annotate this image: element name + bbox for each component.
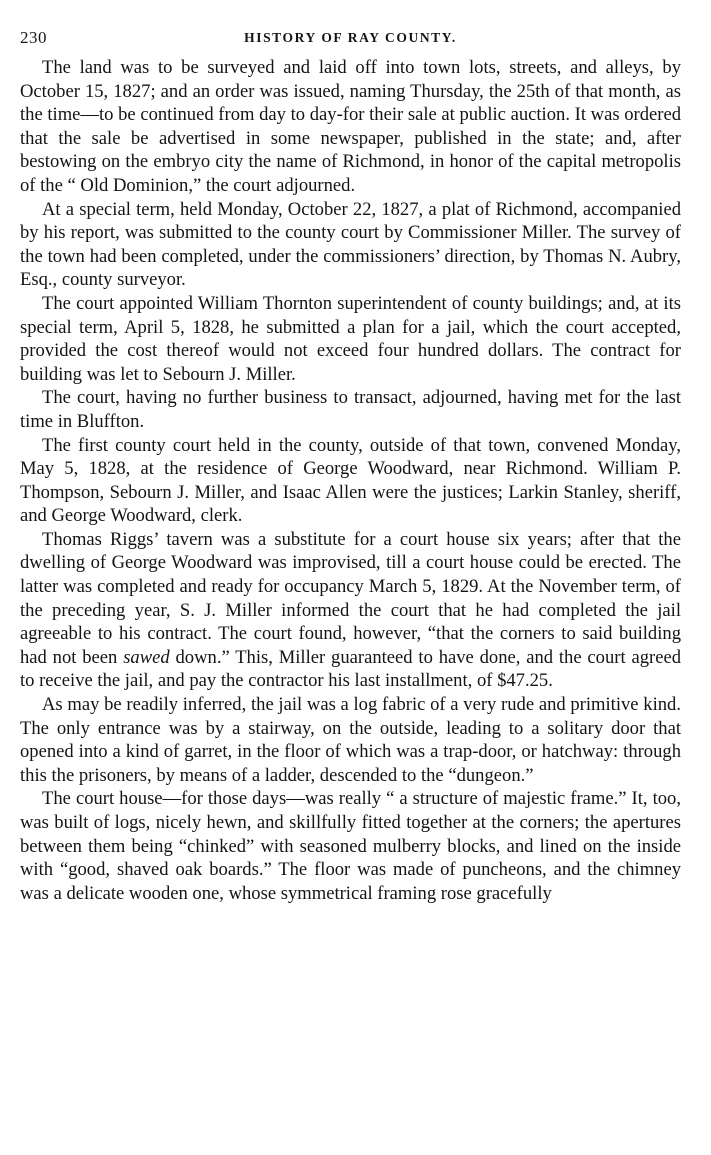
paragraph-court-house: The court house—for those days—was really “ a structure of majestic frame.” It, too, was built of logs, nicely hewn, and skillfully fitted together at the corners; the apertures between them being “chinked” with seasoned mulberry blocks, and lined on the inside with “good, shaved oak boards.” The floor was made of puncheons, and the chimney was a delicate wooden one, whose symmetrical framing rose gracefully [20, 788, 681, 904]
emphasized-word: sawed [123, 646, 170, 668]
paragraph-superintendent: The court appointed William Thornton superintendent of county buildings; and, at its special term, April 5, 1828, he submitted a plan for a jail, which the court accepted, provided the cost thereof would not exceed four hundred dollars. The contract for building was let to Sebourn J. Miller. [20, 292, 681, 385]
riggs-text-before: Thomas Riggs’ tavern was a substitute for a court house six years; after that the dwelling of George Woodward was improvised, till a court house could be erected. The latter was completed and ready for occupancy March 5, 1829. At the November term, of the preceding year, S. J. Miller informed the court that he had completed the jail agreeable to his contract. The court found, however, “that the corners to said building had not been [20, 528, 681, 668]
page-header [20, 26, 681, 56]
page-number: 230 [20, 28, 47, 47]
body-text [20, 56, 681, 905]
paragraph-bluffton-adjournment: The court, having no further business to transact, adjourned, having met for the last time in Bluffton. [20, 387, 681, 432]
riggs-text-after: down.” This, Miller guaranteed to have done, and the court agreed to receive the jail, and pay the contractor his last installment, of $47.25. [20, 646, 682, 692]
paragraph-jail-description: As may be readily inferred, the jail was a log fabric of a very rude and primitive kind. The only entrance was by a stairway, on the outside, leading to a solitary door that opened into a kind of garret, in the floor of which was a trap-door, or hatchway: through this the prisoners, by means of a ladder, descended to the “dungeon.” [20, 694, 681, 786]
running-head: HISTORY OF RAY COUNTY. [244, 30, 457, 45]
paragraph-plat-of-richmond: At a special term, held Monday, October 22, 1827, a plat of Richmond, accompanied by his report, was submitted to the county court by Commissioner Miller. The survey of the town had been completed, under the commissioners’ direction, by Thomas N. Aubry, Esq., county surveyor. [20, 198, 681, 291]
paragraph-riggs-tavern [20, 528, 681, 693]
paragraph-survey-order: The land was to be surveyed and laid off into town lots, streets, and alleys, by October 15, 1827; and an order was issued, naming Thursday, the 25th of that month, as the time—to be continued from day to day-for their sale at public auction. It was ordered that the sale be advertised in some newspaper, published in the state; and, after bestowing on the embryo city the name of Richmond, in honor of the capital metropolis of the “ Old Dominion,” the court adjourned. [20, 57, 681, 196]
paragraph-first-county-court: The first county court held in the county, outside of that town, convened Monday, May 5, 1828, at the residence of George Woodward, near Richmond. William P. Thompson, Sebourn J. Miller, and Isaac Allen were the justices; Larkin Stanley, sheriff, and George Woodward, clerk. [20, 434, 681, 527]
